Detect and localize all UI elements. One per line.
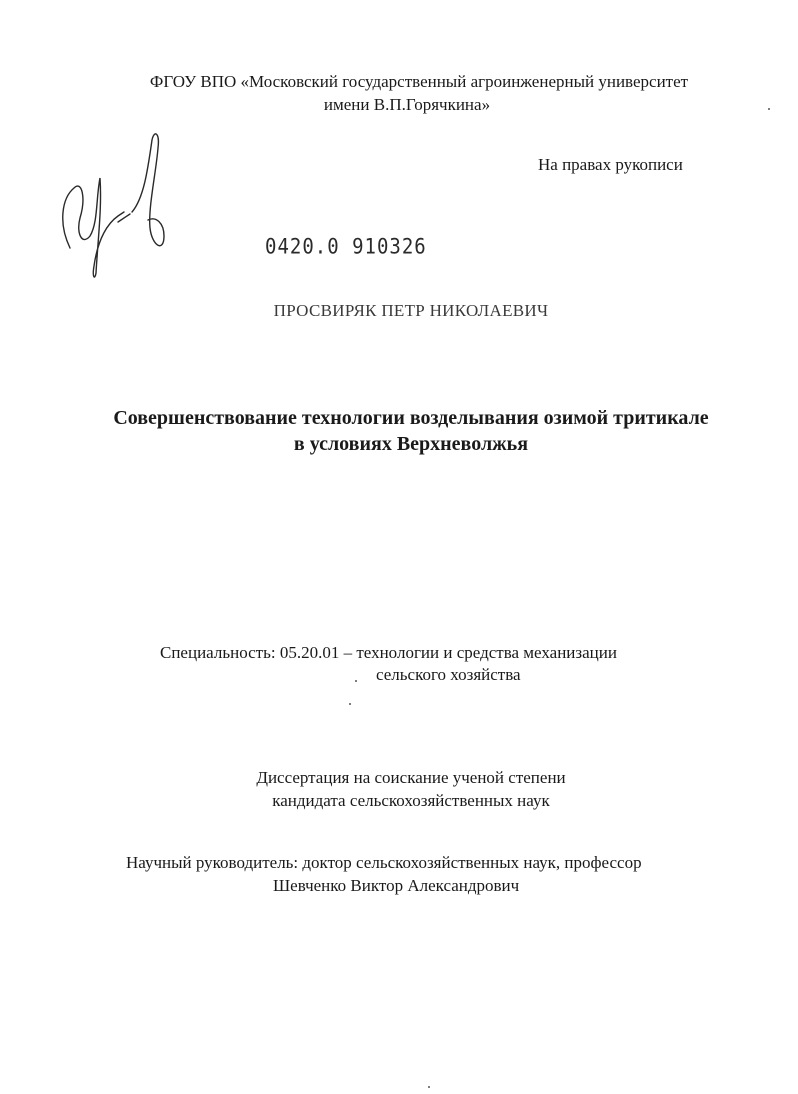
- scan-speck: [349, 703, 351, 705]
- scan-speck: [355, 680, 357, 682]
- supervisor-line-2: Шевченко Виктор Александрович: [273, 876, 520, 895]
- organization-line-2: имени В.П.Горячкина»: [323, 95, 491, 114]
- handwritten-signature-icon: [52, 128, 177, 288]
- degree-line-2: кандидата сельскохозяйственных наук: [272, 791, 550, 810]
- scan-speck: [428, 1086, 430, 1088]
- dissertation-title-line-1: Совершенствование технологии возделывания озимой тритикале: [113, 407, 709, 429]
- specialty-line-2: сельского хозяйства: [376, 665, 521, 684]
- organization-line-1: ФГОУ ВПО «Московский государственный агроинженерный университет: [149, 72, 689, 91]
- dissertation-title-line-2: в условиях Верхневолжья: [293, 433, 529, 455]
- specialty-line-1: Специальность: 05.20.01 – технологии и средства механизации: [160, 643, 617, 662]
- manuscript-note: На правах рукописи: [538, 155, 683, 174]
- scan-speck: [768, 108, 770, 110]
- registration-number: 0420.0 910326: [265, 234, 427, 260]
- author-name: ПРОСВИРЯК ПЕТР НИКОЛАЕВИЧ: [273, 301, 549, 320]
- degree-line-1: Диссертация на соискание ученой степени: [256, 768, 566, 787]
- supervisor-line-1: Научный руководитель: доктор сельскохозяйственных наук, профессор: [126, 853, 642, 872]
